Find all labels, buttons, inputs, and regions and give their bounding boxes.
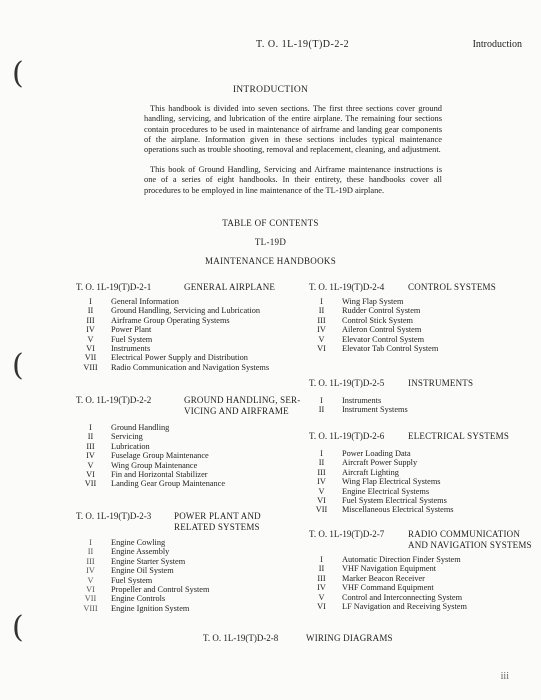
binder-hole-mark: ( bbox=[12, 610, 24, 645]
list-item: I Automatic Direction Finder System bbox=[320, 555, 461, 564]
handbook-heading bbox=[309, 378, 473, 389]
list-item: I Instruments bbox=[320, 396, 382, 405]
list-item: III Airframe Group Operating Systems bbox=[86, 315, 230, 325]
list-item: I Engine Cowling bbox=[89, 538, 166, 547]
section-list bbox=[81, 423, 225, 489]
handbook-name: POWER PLANT AND RELATED SYSTEMS bbox=[174, 511, 261, 532]
handbook-code: T. O. 1L-19(T)D-2-1 bbox=[76, 282, 152, 292]
intro-paragraph: This handbook is divided into seven sections. The first three sections cover ground handling, servicing, and lubrication of the entire airplane. The remaining four sections contain procedures to be used in maintenance of airframe and landing gear components of the airplane. Information given in these sections includes typical maintenance operations such as trouble shooting, removal and replacement, cleaning, and adjustment. bbox=[144, 104, 442, 155]
section-header: Introduction bbox=[472, 39, 522, 50]
handbook-name: WIRING DIAGRAMS bbox=[306, 633, 393, 643]
list-item: VII Miscellaneous Electrical Systems bbox=[315, 505, 454, 515]
list-item: II Ground Handling, Servicing and Lubrication bbox=[87, 306, 261, 316]
list-item: VII Engine Controls bbox=[84, 594, 166, 604]
list-item: V Fuel System bbox=[87, 334, 153, 344]
list-item: II Servicing bbox=[87, 432, 143, 442]
page-number: iii bbox=[500, 671, 509, 682]
list-item: IV Engine Oil System bbox=[86, 566, 174, 576]
handbook-code: T. O. 1L-19(T)D-2-4 bbox=[309, 282, 385, 292]
list-item: VI Fuel System Electrical Systems bbox=[317, 496, 447, 506]
handbook-heading bbox=[76, 395, 300, 417]
toc-subtitle: MAINTENANCE HANDBOOKS bbox=[204, 256, 337, 266]
list-item: II Aircraft Power Supply bbox=[318, 458, 418, 468]
list-item: I Ground Handling bbox=[89, 423, 170, 432]
list-item: IV Power Plant bbox=[86, 325, 152, 335]
handbook-name: RADIO COMMUNICATION AND NAVIGATION SYSTEMS bbox=[408, 529, 532, 550]
section-list bbox=[312, 555, 467, 611]
section-list bbox=[312, 396, 408, 415]
section-list bbox=[81, 538, 209, 613]
list-item: VII Electrical Power Supply and Distribution bbox=[84, 353, 248, 363]
list-item: II Instrument Systems bbox=[318, 405, 408, 415]
list-item: III Lubrication bbox=[86, 441, 150, 451]
section-list bbox=[312, 449, 454, 515]
handbook-code: T. O. 1L-19(T)D-2-2 bbox=[76, 395, 152, 405]
binder-hole-mark: ( bbox=[12, 348, 24, 383]
handbook-code: T. O. 1L-19(T)D-2-3 bbox=[76, 511, 152, 521]
list-item: III Aircraft Lighting bbox=[317, 467, 399, 477]
list-item: III Control Stick System bbox=[317, 315, 413, 325]
toc-title: TABLE OF CONTENTS bbox=[222, 218, 319, 228]
list-item: IV Wing Flap Electrical Systems bbox=[317, 477, 441, 487]
handbook-heading bbox=[309, 529, 532, 551]
intro-paragraph: This book of Ground Handling, Servicing and Airframe maintenance instructions is one of a series of eight handbooks. In their entirety, these handbooks cover all procedures to be employed in line maintenance of the TL-19D airplane. bbox=[144, 165, 442, 195]
toc-model: TL-19D bbox=[254, 237, 287, 247]
binder-hole-mark: ( bbox=[12, 56, 24, 91]
list-item: VI Instruments bbox=[86, 344, 151, 354]
list-item: V Fuel System bbox=[87, 575, 153, 585]
section-list bbox=[81, 297, 269, 372]
handbook-name: GENERAL AIRPLANE bbox=[184, 282, 276, 292]
list-item: IV Fuselage Group Maintenance bbox=[86, 451, 209, 461]
list-item: III Marker Beacon Receiver bbox=[317, 573, 425, 583]
handbook-name: INSTRUMENTS bbox=[408, 378, 474, 388]
handbook-heading bbox=[309, 282, 496, 293]
list-item: VIII Radio Communication and Navigation Systems bbox=[83, 362, 270, 372]
list-item: II Engine Assembly bbox=[87, 547, 170, 557]
list-item: II Rudder Control System bbox=[318, 306, 421, 316]
handbook-code: T. O. 1L-19(T)D-2-8 bbox=[203, 633, 279, 643]
list-item: I Power Loading Data bbox=[320, 449, 411, 458]
handbook-heading bbox=[203, 633, 393, 644]
introduction-title: INTRODUCTION bbox=[232, 85, 309, 95]
section-list bbox=[312, 297, 438, 353]
handbook-heading bbox=[309, 431, 509, 442]
handbook-heading bbox=[76, 282, 275, 293]
list-item: VI Elevator Tab Control System bbox=[317, 344, 439, 354]
list-item: III Engine Starter System bbox=[86, 556, 186, 566]
list-item: VI LF Navigation and Receiving System bbox=[317, 602, 467, 612]
list-item: I Wing Flap System bbox=[320, 297, 404, 306]
handbook-name: CONTROL SYSTEMS bbox=[408, 282, 496, 292]
list-item: V Engine Electrical Systems bbox=[318, 486, 430, 496]
list-item: II VHF Navigation Equipment bbox=[318, 564, 437, 574]
list-item: IV VHF Command Equipment bbox=[317, 583, 434, 593]
list-item: V Wing Group Maintenance bbox=[87, 460, 198, 470]
handbook-code: T. O. 1L-19(T)D-2-7 bbox=[309, 529, 385, 539]
list-item: VIII Engine Ignition System bbox=[83, 603, 190, 613]
list-item: VII Landing Gear Group Maintenance bbox=[84, 479, 226, 489]
list-item: IV Aileron Control System bbox=[317, 325, 422, 335]
handbook-code: T. O. 1L-19(T)D-2-6 bbox=[309, 431, 385, 441]
list-item: I General Information bbox=[89, 297, 179, 306]
list-item: VI Propeller and Control System bbox=[86, 585, 210, 595]
document-number-header: T. O. 1L-19(T)D-2-2 bbox=[256, 39, 350, 50]
handbook-heading bbox=[76, 511, 261, 533]
list-item: VI Fin and Horizontal Stabilizer bbox=[86, 470, 208, 480]
handbook-name: GROUND HANDLING, SER- VICING AND AIRFRAME bbox=[184, 395, 301, 416]
list-item: V Elevator Control System bbox=[318, 334, 425, 344]
handbook-name: ELECTRICAL SYSTEMS bbox=[408, 431, 510, 441]
list-item: V Control and Interconnecting System bbox=[318, 592, 463, 602]
handbook-code: T. O. 1L-19(T)D-2-5 bbox=[309, 378, 385, 388]
